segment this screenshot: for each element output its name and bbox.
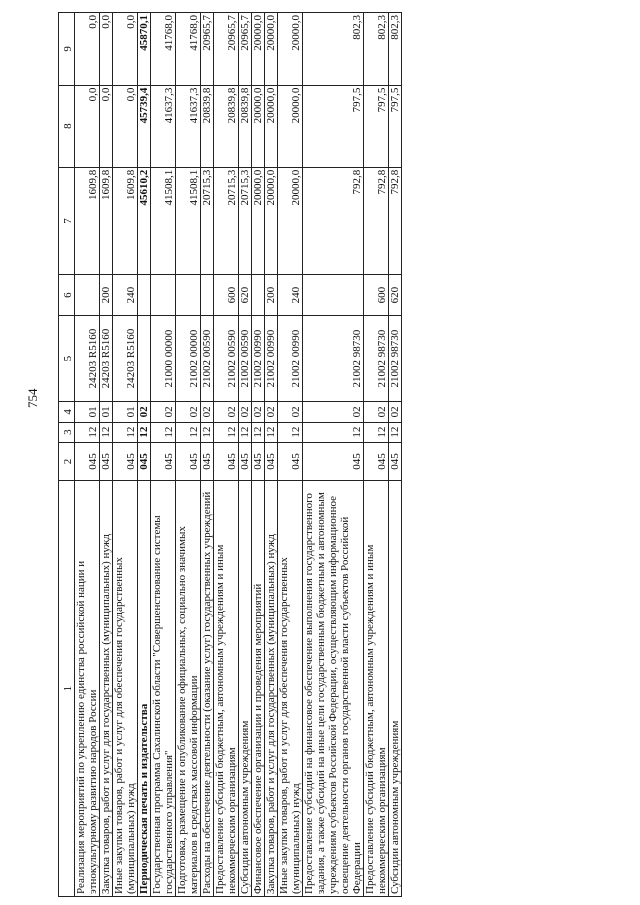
row-name-cell: Государственная программа Сахалинской области "Совершенствование системы государственного управления" [151, 481, 176, 897]
amount-year-1-cell: 1609,8 [75, 167, 100, 275]
amount-year-2-cell: 20839,8 [201, 85, 214, 167]
amount-year-3-cell: 45870,1 [138, 13, 151, 86]
expense-type-cell [75, 275, 100, 316]
amount-year-2-cell: 20839,8 [214, 85, 239, 167]
amount-year-1-cell: 20000,0 [252, 167, 265, 275]
ministry-code-cell: 045 [364, 442, 389, 480]
target-article-cell: 21002 00990 [265, 315, 278, 401]
amount-year-3-cell: 0,0 [113, 13, 138, 86]
column-number: 8 [59, 85, 75, 167]
subsection-cell: 02 [201, 402, 214, 422]
table-body [75, 13, 402, 897]
amount-year-2-cell: 41637,3 [176, 85, 201, 167]
expense-type-cell [151, 275, 176, 316]
ministry-code-cell: 045 [214, 442, 239, 480]
subsection-cell: 02 [176, 402, 201, 422]
target-article-cell: 21002 00590 [201, 315, 214, 401]
table-row [364, 13, 389, 897]
amount-year-3-cell: 41768,0 [151, 13, 176, 86]
amount-year-1-cell: 20715,3 [239, 167, 252, 275]
table-row [75, 13, 100, 897]
amount-year-1-cell: 20715,3 [214, 167, 239, 275]
subsection-cell: 02 [265, 402, 278, 422]
expense-type-cell [201, 275, 214, 316]
amount-year-3-cell: 20965,7 [214, 13, 239, 86]
table-row [389, 13, 402, 897]
ministry-code-cell: 045 [100, 442, 113, 480]
ministry-code-cell: 045 [138, 442, 151, 480]
ministry-code-cell: 045 [239, 442, 252, 480]
amount-year-3-cell: 0,0 [100, 13, 113, 86]
subsection-cell: 02 [151, 402, 176, 422]
section-cell: 12 [252, 422, 265, 442]
section-cell: 12 [364, 422, 389, 442]
table-row [303, 13, 364, 897]
row-name-cell: Закупка товаров, работ и услуг для государственных (муниципальных) нужд [265, 481, 278, 897]
target-article-cell: 21002 00000 [176, 315, 201, 401]
amount-year-1-cell: 20000,0 [265, 167, 278, 275]
column-number: 7 [59, 167, 75, 275]
amount-year-2-cell: 797,5 [364, 85, 389, 167]
table-row [214, 13, 239, 897]
subsection-cell: 02 [239, 402, 252, 422]
target-article-cell: 21002 98730 [389, 315, 402, 401]
subsection-cell: 02 [303, 402, 364, 422]
subsection-cell: 02 [389, 402, 402, 422]
expense-type-cell: 200 [100, 275, 113, 316]
amount-year-1-cell: 41508,1 [176, 167, 201, 275]
amount-year-3-cell: 41768,0 [176, 13, 201, 86]
amount-year-2-cell: 20000,0 [278, 85, 303, 167]
amount-year-1-cell: 45610,2 [138, 167, 151, 275]
expense-type-cell: 620 [389, 275, 402, 316]
expense-type-cell: 600 [364, 275, 389, 316]
target-article-cell: 24203 R5160 [113, 315, 138, 401]
target-article-cell: 24203 R5160 [75, 315, 100, 401]
section-cell: 12 [138, 422, 151, 442]
ministry-code-cell: 045 [278, 442, 303, 480]
amount-year-2-cell: 41637,3 [151, 85, 176, 167]
subsection-cell: 01 [100, 402, 113, 422]
column-number: 5 [59, 315, 75, 401]
ministry-code-cell: 045 [75, 442, 100, 480]
target-article-cell: 21002 00990 [252, 315, 265, 401]
amount-year-2-cell: 0,0 [113, 85, 138, 167]
amount-year-3-cell: 802,3 [303, 13, 364, 86]
subsection-cell: 02 [252, 402, 265, 422]
expense-type-cell: 240 [113, 275, 138, 316]
target-article-cell: 21002 98730 [303, 315, 364, 401]
target-article-cell: 24203 R5160 [100, 315, 113, 401]
expense-type-cell: 240 [278, 275, 303, 316]
ministry-code-cell: 045 [151, 442, 176, 480]
table-row [138, 13, 151, 897]
amount-year-2-cell: 20000,0 [252, 85, 265, 167]
amount-year-2-cell: 45739,4 [138, 85, 151, 167]
amount-year-3-cell: 20965,7 [239, 13, 252, 86]
target-article-cell [138, 315, 151, 401]
amount-year-1-cell: 20000,0 [278, 167, 303, 275]
table-row [176, 13, 201, 897]
amount-year-3-cell: 802,3 [389, 13, 402, 86]
section-cell: 12 [201, 422, 214, 442]
amount-year-3-cell: 802,3 [364, 13, 389, 86]
amount-year-1-cell: 792,8 [389, 167, 402, 275]
row-name-cell: Реализация мероприятий по укреплению единства российской нации и этнокультурному развитию народов России [75, 481, 100, 897]
ministry-code-cell: 045 [303, 442, 364, 480]
section-cell: 12 [239, 422, 252, 442]
row-name-cell: Предоставление субсидий бюджетным, автономным учреждениям и иным некоммерческим организациям [364, 481, 389, 897]
amount-year-1-cell: 1609,8 [100, 167, 113, 275]
section-cell: 12 [100, 422, 113, 442]
row-name-cell: Предоставление субсидий бюджетным, автономным учреждениям и иным некоммерческим организациям [214, 481, 239, 897]
table-row [100, 13, 113, 897]
row-name-cell: Субсидии автономным учреждениям [389, 481, 402, 897]
amount-year-1-cell: 792,8 [364, 167, 389, 275]
ministry-code-cell: 045 [265, 442, 278, 480]
amount-year-3-cell: 0,0 [75, 13, 100, 86]
amount-year-2-cell: 797,5 [303, 85, 364, 167]
section-cell: 12 [265, 422, 278, 442]
expense-type-cell [138, 275, 151, 316]
section-cell: 12 [75, 422, 100, 442]
section-cell: 12 [389, 422, 402, 442]
amount-year-2-cell: 0,0 [75, 85, 100, 167]
ministry-code-cell: 045 [113, 442, 138, 480]
table-row [278, 13, 303, 897]
row-name-cell: Иные закупки товаров, работ и услуг для обеспечения государственных (муниципальных) нужд [113, 481, 138, 897]
amount-year-3-cell: 20965,7 [201, 13, 214, 86]
page-number: 754 [25, 388, 40, 408]
table-row [239, 13, 252, 897]
subsection-cell: 01 [75, 402, 100, 422]
section-cell: 12 [214, 422, 239, 442]
ministry-code-cell: 045 [176, 442, 201, 480]
expense-type-cell: 200 [265, 275, 278, 316]
row-name-cell: Подготовка, размещение и опубликование официальных, социально значимых материалов в средствах массовой информации [176, 481, 201, 897]
amount-year-1-cell: 1609,8 [113, 167, 138, 275]
target-article-cell: 21002 98730 [364, 315, 389, 401]
target-article-cell: 21000 00000 [151, 315, 176, 401]
row-name-cell: Субсидии автономным учреждениям [239, 481, 252, 897]
expense-type-cell [303, 275, 364, 316]
section-cell: 12 [113, 422, 138, 442]
column-number: 3 [59, 422, 75, 442]
expense-type-cell: 620 [239, 275, 252, 316]
ministry-code-cell: 045 [201, 442, 214, 480]
amount-year-3-cell: 20000,0 [265, 13, 278, 86]
table-row [151, 13, 176, 897]
subsection-cell: 02 [214, 402, 239, 422]
amount-year-1-cell: 41508,1 [151, 167, 176, 275]
table-row [252, 13, 265, 897]
ministry-code-cell: 045 [389, 442, 402, 480]
table-row [113, 13, 138, 897]
section-cell: 12 [303, 422, 364, 442]
section-cell: 12 [151, 422, 176, 442]
table-row [265, 13, 278, 897]
ministry-code-cell: 045 [252, 442, 265, 480]
column-number: 9 [59, 13, 75, 86]
budget-table [58, 12, 402, 897]
subsection-cell: 02 [278, 402, 303, 422]
expense-type-cell [176, 275, 201, 316]
target-article-cell: 21002 00590 [214, 315, 239, 401]
column-number: 4 [59, 402, 75, 422]
row-name-cell: Расходы на обеспечение деятельности (оказание услуг) государственных учреждений [201, 481, 214, 897]
column-number: 6 [59, 275, 75, 316]
amount-year-1-cell: 792,8 [303, 167, 364, 275]
row-name-cell: Финансовое обеспечение организации и проведения мероприятий [252, 481, 265, 897]
subsection-cell: 02 [138, 402, 151, 422]
row-name-cell: Периодическая печать и издательства [138, 481, 151, 897]
amount-year-2-cell: 797,5 [389, 85, 402, 167]
budget-table-page [58, 12, 603, 897]
amount-year-1-cell: 20715,3 [201, 167, 214, 275]
column-number: 1 [59, 481, 75, 897]
column-number: 2 [59, 442, 75, 480]
amount-year-3-cell: 20000,0 [278, 13, 303, 86]
row-name-cell: Предоставление субсидий на финансовое обеспечение выполнения государственного задания, а также субсидий на иные цели государственным бюджетным и автономным учреждениям субъектов Российской Федерации, осуществляющим информационное освещение деятельности органов государственной власти субъектов Российской Федерации [303, 481, 364, 897]
amount-year-3-cell: 20000,0 [252, 13, 265, 86]
section-cell: 12 [278, 422, 303, 442]
subsection-cell: 01 [113, 402, 138, 422]
section-cell: 12 [176, 422, 201, 442]
amount-year-2-cell: 20000,0 [265, 85, 278, 167]
amount-year-2-cell: 0,0 [100, 85, 113, 167]
amount-year-2-cell: 20839,8 [239, 85, 252, 167]
row-name-cell: Иные закупки товаров, работ и услуг для обеспечения государственных (муниципальных) нужд [278, 481, 303, 897]
expense-type-cell: 600 [214, 275, 239, 316]
target-article-cell: 21002 00990 [278, 315, 303, 401]
column-number-row [59, 13, 75, 897]
subsection-cell: 02 [364, 402, 389, 422]
target-article-cell: 21002 00590 [239, 315, 252, 401]
row-name-cell: Закупка товаров, работ и услуг для государственных (муниципальных) нужд [100, 481, 113, 897]
expense-type-cell [252, 275, 265, 316]
table-row [201, 13, 214, 897]
